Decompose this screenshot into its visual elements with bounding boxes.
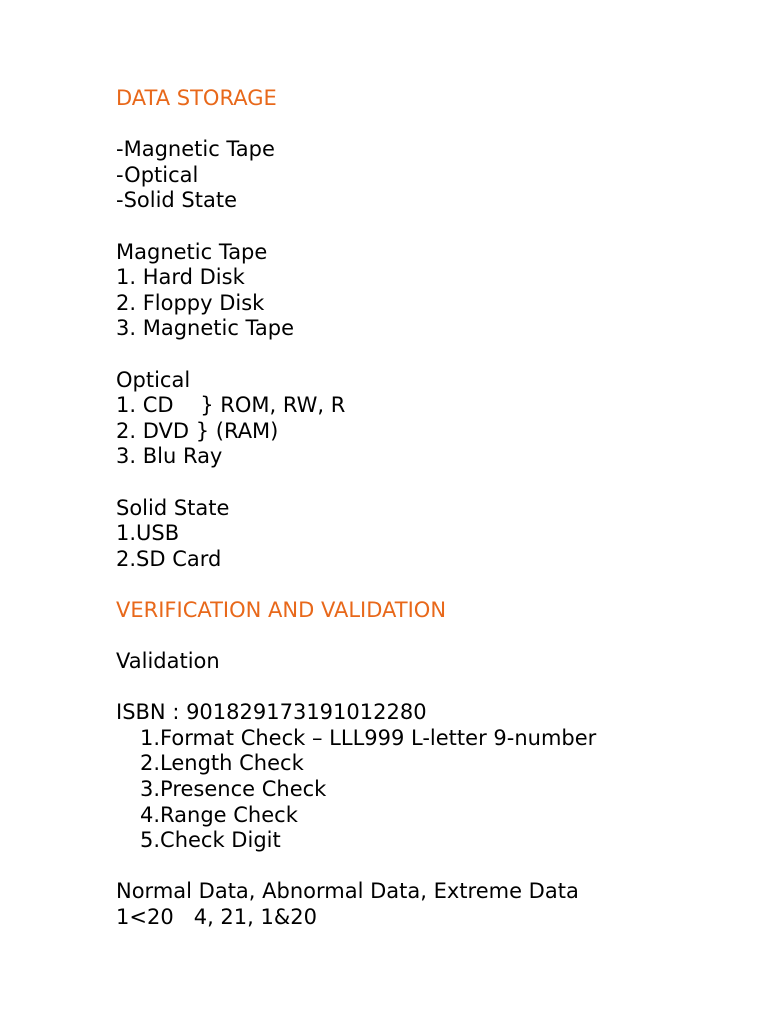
spacer <box>116 675 736 701</box>
spacer <box>116 214 736 240</box>
optical-section-title: Optical <box>116 367 191 392</box>
check-list-item: 2.Length Check <box>140 751 304 776</box>
validation-title: Validation <box>116 649 220 674</box>
storage-type-item: -Optical <box>116 162 199 187</box>
spacer <box>116 112 736 138</box>
data-types-line: Normal Data, Abnormal Data, Extreme Data <box>116 879 579 904</box>
solid-state-list-item: 2.SD Card <box>116 546 222 571</box>
check-list-item: 3.Presence Check <box>140 777 327 802</box>
storage-type-item: -Solid State <box>116 188 238 213</box>
check-list-item: 5.Check Digit <box>140 828 281 853</box>
spacer <box>116 854 736 880</box>
magnetic-list-item: 1. Hard Disk <box>116 265 245 290</box>
document-body <box>116 86 736 931</box>
optical-list-item: 1. CD } ROM, RW, R <box>116 393 346 418</box>
solid-state-list-item: 1.USB <box>116 521 180 546</box>
spacer <box>116 342 736 368</box>
optical-list-item: 3. Blu Ray <box>116 444 223 469</box>
isbn-line: ISBN : 901829173191012280 <box>116 700 427 725</box>
data-examples-line: 1<20 4, 21, 1&20 <box>116 905 317 929</box>
spacer <box>116 623 736 649</box>
spacer <box>116 572 736 598</box>
check-list-item: 1.Format Check – LLL999 L-letter 9-number <box>140 725 597 750</box>
check-list-item: 4.Range Check <box>140 802 298 827</box>
magnetic-list-item: 3. Magnetic Tape <box>116 316 295 341</box>
magnetic-section-title: Magnetic Tape <box>116 239 268 264</box>
verification-heading: VERIFICATION AND VALIDATION <box>116 597 447 622</box>
optical-list-item: 2. DVD } (RAM) <box>116 418 279 443</box>
magnetic-list-item: 2. Floppy Disk <box>116 290 265 315</box>
storage-type-item: -Magnetic Tape <box>116 137 275 162</box>
solid-state-section-title: Solid State <box>116 495 230 520</box>
data-storage-heading: DATA STORAGE <box>116 86 277 110</box>
spacer <box>116 470 736 496</box>
